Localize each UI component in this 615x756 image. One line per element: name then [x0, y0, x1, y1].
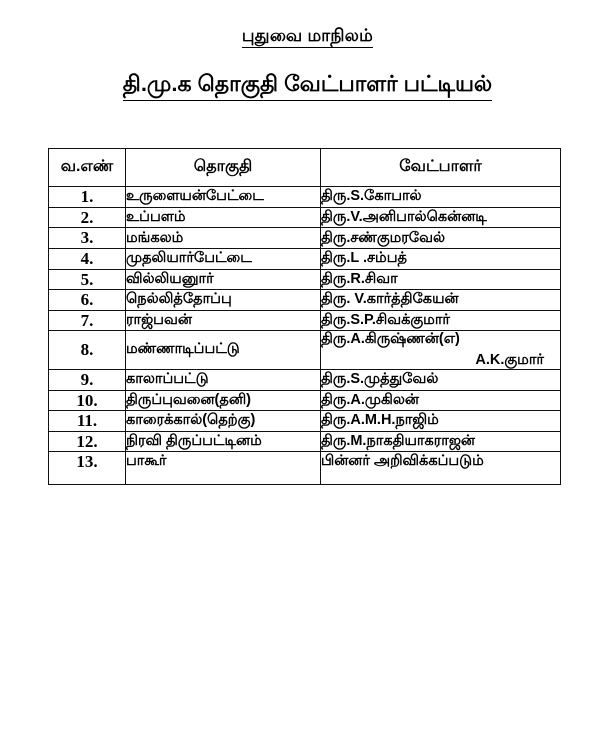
cell-serial: 2. — [49, 207, 126, 228]
cell-candidate: திரு.M.நாகதியாகராஜன் — [321, 431, 561, 452]
table-header-row — [49, 149, 561, 187]
cell-serial: 7. — [49, 310, 126, 331]
cell-candidate-line1: திரு.A.கிருஷ்ணன்(எ) — [321, 331, 460, 348]
cell-candidate: திரு. V.கார்த்திகேயன் — [321, 290, 561, 311]
cell-constituency: நிரவி திருப்பட்டினம் — [126, 431, 321, 452]
cell-candidate: திரு.A.முகிலன் — [321, 390, 561, 411]
table-body — [49, 187, 561, 484]
cell-constituency: ராஜ்பவன் — [126, 310, 321, 331]
cell-candidate: திரு.S.முத்துவேல் — [321, 370, 561, 391]
title-block — [0, 0, 615, 101]
column-header-constituency-label: தொகுதி — [193, 158, 253, 175]
table-row — [49, 331, 561, 370]
candidate-table-wrapper — [48, 148, 560, 485]
cell-constituency: உருளையன்பேட்டை — [126, 187, 321, 208]
table-row — [49, 452, 561, 485]
cell-candidate — [321, 331, 561, 370]
cell-candidate: திரு.R.சிவா — [321, 269, 561, 290]
cell-serial: 8. — [49, 331, 126, 370]
page-title-list — [0, 48, 615, 100]
cell-serial: 1. — [49, 187, 126, 208]
column-header-candidate-label: வேட்பாளர் — [399, 158, 482, 175]
table-header — [49, 149, 561, 187]
table-row — [49, 370, 561, 391]
page-title-state — [0, 0, 615, 48]
cell-constituency: முதலியார்பேட்டை — [126, 249, 321, 270]
table-row — [49, 228, 561, 249]
cell-constituency: காலாப்பட்டு — [126, 370, 321, 391]
cell-constituency: காரைக்கால்(தெற்கு) — [126, 411, 321, 432]
cell-constituency: மண்ணாடிப்பட்டு — [126, 331, 321, 370]
cell-candidate: திரு.சண்குமரவேல் — [321, 228, 561, 249]
cell-candidate: பின்னர் அறிவிக்கப்படும் — [321, 452, 561, 485]
cell-constituency: உப்பளம் — [126, 207, 321, 228]
cell-serial: 10. — [49, 390, 126, 411]
cell-constituency: பாகூர் — [126, 452, 321, 485]
column-header-serial-label: வ.எண் — [60, 158, 114, 175]
cell-candidate-line2: A.K.குமார் — [475, 351, 544, 368]
cell-constituency: நெல்லித்தோப்பு — [126, 290, 321, 311]
cell-serial: 9. — [49, 370, 126, 391]
cell-constituency: வில்லியனுார் — [126, 269, 321, 290]
cell-serial: 5. — [49, 269, 126, 290]
cell-candidate: திரு.L .சம்பத் — [321, 249, 561, 270]
cell-serial: 3. — [49, 228, 126, 249]
cell-candidate: திரு.S.கோபால் — [321, 187, 561, 208]
page-title-list-text: தி.மு.க தொகுதி வேட்பாளர் பட்டியல் — [123, 71, 492, 100]
cell-constituency: மங்கலம் — [126, 228, 321, 249]
table-row — [49, 310, 561, 331]
column-header-candidate — [321, 149, 561, 187]
cell-candidate: திரு.A.M.H.நாஜிம் — [321, 411, 561, 432]
page-title-state-text: புதுவை மாநிலம் — [242, 26, 373, 48]
table-row — [49, 207, 561, 228]
column-header-constituency — [126, 149, 321, 187]
cell-serial: 4. — [49, 249, 126, 270]
candidate-table — [48, 148, 561, 485]
table-row — [49, 290, 561, 311]
cell-candidate: திரு.V.அனிபால்கென்னடி — [321, 207, 561, 228]
cell-candidate: திரு.S.P.சிவக்குமார் — [321, 310, 561, 331]
cell-serial: 6. — [49, 290, 126, 311]
table-row — [49, 269, 561, 290]
cell-serial: 13. — [49, 452, 126, 485]
cell-serial: 12. — [49, 431, 126, 452]
table-row — [49, 249, 561, 270]
cell-serial: 11. — [49, 411, 126, 432]
table-row — [49, 431, 561, 452]
table-row — [49, 390, 561, 411]
table-row — [49, 411, 561, 432]
column-header-serial — [49, 149, 126, 187]
table-row — [49, 187, 561, 208]
cell-constituency: திருப்புவனை(தனி) — [126, 390, 321, 411]
